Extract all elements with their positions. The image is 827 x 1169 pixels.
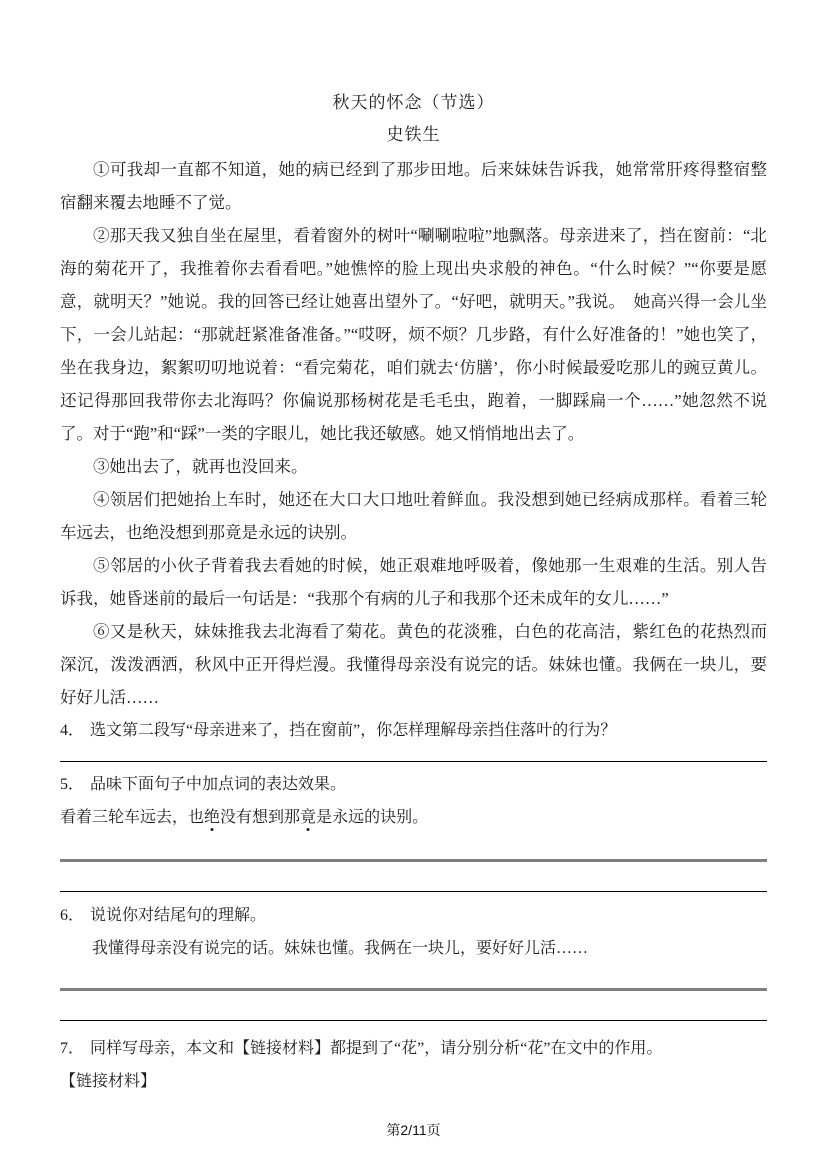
- answer-blank-line: [60, 891, 767, 892]
- question-4-number: 4．: [60, 722, 85, 739]
- quote-text: 看着三轮车远去，也: [60, 809, 205, 826]
- passage-paragraph-6: ⑥又是秋天，妹妹推我去北海看了菊花。黄色的花淡雅，白色的花高洁，紫红色的花热烈而深沉，泼泼洒洒，秋风中正开得烂漫。我懂得母亲没有说完的话。妹妹也懂。我俩在一块儿，要好好儿活……: [60, 622, 767, 707]
- quote-text: 没有想到那: [220, 809, 301, 826]
- question-5: [60, 768, 767, 834]
- passage-paragraph-5: ⑤邻居的小伙子背着我去看她的时候，她正艰难地呼吸着，像她那一生艰难的生活。别人告诉我，她昏迷前的最后一句话是：“我那个有病的儿子和我那个还未成年的女儿……”: [60, 556, 767, 608]
- emphasized-word: 竟: [300, 809, 317, 826]
- answer-blank-line: [60, 859, 767, 862]
- link-material-label: 【链接材料】: [60, 1073, 157, 1090]
- question-6: [60, 899, 767, 965]
- question-7: [60, 1032, 767, 1098]
- question-6-stem: [60, 899, 767, 932]
- question-7-number: 7．: [60, 1040, 85, 1057]
- question-5-quote: [60, 801, 767, 834]
- answer-blank-line: [60, 1020, 767, 1021]
- passage-paragraph-3: ③她出去了，就再也没回来。: [93, 457, 308, 476]
- quote-text: 是永远的诀别。: [316, 809, 429, 826]
- passage-body: [60, 153, 767, 714]
- question-7-text: 同样写母亲，本文和【链接材料】都提到了“花”，请分别分析“花”在文中的作用。: [90, 1040, 663, 1057]
- emphasized-word: 绝: [204, 809, 221, 826]
- question-4-text: 选文第二段写“母亲进来了，挡在窗前”，你怎样理解母亲挡住落叶的行为？: [90, 722, 617, 739]
- question-5-text: 品味下面句子中加点词的表达效果。: [90, 776, 347, 793]
- passage-title: 秋天的怀念（节选）: [332, 93, 495, 112]
- question-7-stem: [60, 1032, 767, 1065]
- question-5-stem: [60, 768, 767, 801]
- question-5-number: 5．: [60, 776, 85, 793]
- passage-paragraph-1: ①可我却一直都不知道，她的病已经到了那步田地。后来妹妹告诉我，她常常肝疼得整宿整宿翻来覆去地睡不了觉。: [60, 160, 767, 212]
- passage-paragraph-2: ②那天我又独自坐在屋里，看着窗外的树叶“唰唰啦啦”地飘落。母亲进来了，挡在窗前：“北海的菊花开了，我推着你去看看吧。”她憔悴的脸上现出央求般的神色。“什么时候？”“你要是愿意，就明天？”她说。我的回答已经让她喜出望外了。“好吧，就明天。”我说。 她高兴得一会儿坐下，一会儿站起：“那就赶紧准备准备。”“哎呀，烦不烦？几步路，有什么好准备的！”她也笑了，坐在我身边，絮絮叨叨地说着：“看完菊花，咱们就去‘仿膳’，你小时候最爱吃那儿的豌豆黄儿。还记得那回我带你去北海吗？你偏说那杨树花是毛毛虫，跑着，一脚踩扁一个……”她忽然不说了。对于“跑”和“踩”一类的字眼儿，她比我还敏感。她又悄悄地出去了。: [60, 226, 767, 443]
- passage-author: 史铁生: [386, 125, 441, 144]
- passage-paragraph-4: ④领居们把她抬上车时，她还在大口大口地吐着鲜血。我没想到她已经病成那样。看着三轮车远去，也绝没想到那竟是永远的诀别。: [60, 490, 767, 542]
- page-number: 第2/11页: [386, 1122, 441, 1138]
- answer-blank-line: [60, 761, 767, 762]
- answer-blank-line: [60, 988, 767, 991]
- question-6-text: 说说你对结尾句的理解。: [90, 907, 267, 924]
- question-4: [60, 714, 767, 747]
- question-6-quote: 我懂得母亲没有说完的话。妹妹也懂。我俩在一块儿，要好好儿活……: [92, 940, 589, 957]
- question-6-number: 6．: [60, 907, 85, 924]
